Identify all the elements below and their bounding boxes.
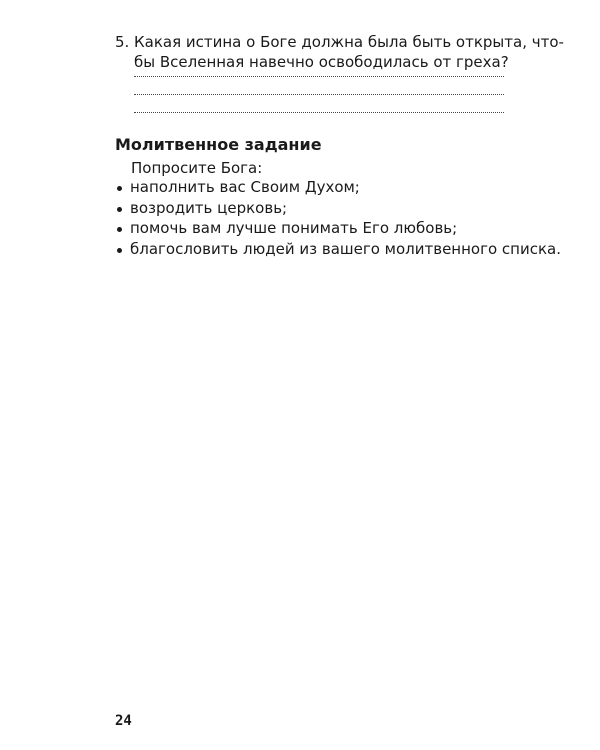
question-5 (115, 32, 564, 72)
list-item-text: помочь вам лучше понимать Его любовь; (130, 219, 458, 237)
answer-lines (134, 76, 504, 130)
list-item (115, 177, 561, 198)
bullet-icon (117, 207, 122, 212)
question-number: 5. (115, 33, 130, 51)
question-line-2: бы Вселенная навечно освободилась от греха? (134, 53, 509, 71)
prayer-intro: Попросите Бога: (131, 159, 263, 177)
list-item (115, 239, 561, 260)
bullet-icon (117, 227, 122, 232)
bullet-icon (117, 248, 122, 253)
bullet-icon (117, 186, 122, 191)
list-item (115, 198, 561, 219)
section-title: Молитвенное задание (115, 135, 322, 154)
answer-line-3 (134, 112, 504, 113)
answer-line-1 (134, 76, 504, 77)
prayer-list (115, 177, 561, 259)
list-item-text: наполнить вас Своим Духом; (130, 178, 360, 196)
list-item-text: возродить церковь; (130, 198, 288, 217)
list-item (115, 218, 561, 239)
answer-line-2 (134, 94, 504, 95)
question-line-1: Какая истина о Боге должна была быть открыта, что- (134, 33, 564, 51)
page-number: 24 (115, 713, 132, 729)
list-item-text: благословить людей из вашего молитвенного списка. (130, 239, 561, 258)
question-text (134, 32, 564, 72)
